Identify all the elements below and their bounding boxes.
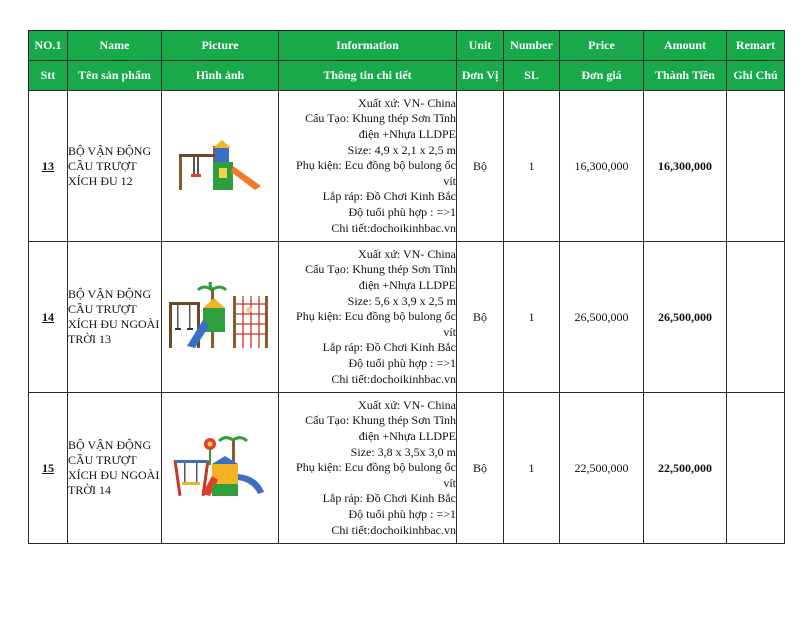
info-assembly: Lắp ráp: Đồ Chơi Kinh Bắc (322, 491, 456, 506)
row-price: 26,500,000 (560, 242, 644, 393)
row-stt: 13 (29, 91, 68, 242)
info-age: Độ tuổi phù hợp : =>1 (348, 204, 456, 219)
row-amount: 26,500,000 (644, 242, 727, 393)
row-stt: 14 (29, 242, 68, 393)
playground-image (162, 91, 279, 242)
info-accessories: Phụ kiện: Ecu đồng bộ bulong ốc (296, 309, 456, 324)
row-product-name: BỘ VẬN ĐỘNG CẦU TRƯỢT XÍCH ĐU NGOÀI TRỜI 14 (68, 393, 162, 544)
row-qty: 1 (504, 91, 560, 242)
info-structure: Cấu Tạo: Khung thép Sơn Tĩnh (305, 111, 456, 126)
row-price: 16,300,000 (560, 91, 644, 242)
info-age: Độ tuổi phù hợp : =>1 (348, 506, 456, 521)
header-don-vi: Đơn Vị (457, 61, 504, 91)
header-row-english (29, 31, 785, 61)
header-name: Name (68, 31, 162, 61)
info-accessories-cont: vít (443, 324, 456, 339)
header-ghi-chu: Ghi Chú (727, 61, 785, 91)
playground-set-image-icon (172, 434, 268, 502)
header-sl: SL (504, 61, 560, 91)
playground-set-image-icon (167, 282, 273, 352)
playground-set-image-icon (175, 136, 265, 196)
header-thong-tin: Thông tin chi tiết (279, 61, 457, 91)
row-note (727, 242, 785, 393)
table-row (29, 242, 785, 393)
product-price-table (28, 30, 785, 544)
header-amount: Amount (644, 31, 727, 61)
row-note (727, 91, 785, 242)
info-origin: Xuất xứ: VN- China (358, 246, 456, 261)
header-picture: Picture (162, 31, 279, 61)
info-structure: Cấu Tạo: Khung thép Sơn Tĩnh (305, 413, 456, 428)
header-information: Information (279, 31, 457, 61)
info-origin: Xuất xứ: VN- China (358, 397, 456, 412)
header-thanh-tien: Thành Tiền (644, 61, 727, 91)
info-structure-cont: điện +Nhựa LLDPE (358, 278, 456, 293)
info-structure-cont: điện +Nhựa LLDPE (358, 429, 456, 444)
info-age: Độ tuổi phù hợp : =>1 (348, 355, 456, 370)
info-origin: Xuất xứ: VN- China (358, 95, 456, 110)
info-accessories-cont: vít (443, 475, 456, 490)
row-unit: Bộ (457, 393, 504, 544)
header-unit: Unit (457, 31, 504, 61)
row-price: 22,500,000 (560, 393, 644, 544)
info-assembly: Lắp ráp: Đồ Chơi Kinh Bắc (322, 189, 456, 204)
info-assembly: Lắp ráp: Đồ Chơi Kinh Bắc (322, 340, 456, 355)
row-information (279, 91, 457, 242)
header-stt: Stt (29, 61, 68, 91)
info-size: Size: 3,8 x 3,5x 3,0 m (350, 444, 456, 459)
playground-image (162, 242, 279, 393)
row-qty: 1 (504, 393, 560, 544)
info-structure: Cấu Tạo: Khung thép Sơn Tĩnh (305, 262, 456, 277)
header-remark: Remart (727, 31, 785, 61)
table-row (29, 91, 785, 242)
row-information (279, 393, 457, 544)
info-accessories: Phụ kiện: Ecu đồng bộ bulong ốc (296, 158, 456, 173)
row-stt: 15 (29, 393, 68, 544)
info-detail-link: Chi tiết:dochoikinhbac.vn (331, 371, 456, 386)
row-amount: 16,300,000 (644, 91, 727, 242)
row-unit: Bộ (457, 91, 504, 242)
row-product-name: BỘ VẬN ĐỘNG CẦU TRƯỢT XÍCH ĐU 12 (68, 91, 162, 242)
playground-image (162, 393, 279, 544)
info-structure-cont: điện +Nhựa LLDPE (358, 127, 456, 142)
header-row-vietnamese (29, 61, 785, 91)
row-product-name: BỘ VẬN ĐỘNG CẦU TRƯỢT XÍCH ĐU NGOÀI TRỜI 13 (68, 242, 162, 393)
row-note (727, 393, 785, 544)
info-accessories: Phụ kiện: Ecu đồng bộ bulong ốc (296, 460, 456, 475)
row-unit: Bộ (457, 242, 504, 393)
info-accessories-cont: vít (443, 173, 456, 188)
info-size: Size: 5,6 x 3,9 x 2,5 m (347, 293, 456, 308)
header-number: Number (504, 31, 560, 61)
info-size: Size: 4,9 x 2,1 x 2,5 m (347, 142, 456, 157)
header-don-gia: Đơn giá (560, 61, 644, 91)
header-no: NO.1 (29, 31, 68, 61)
table-row (29, 393, 785, 544)
row-qty: 1 (504, 242, 560, 393)
header-hinh-anh: Hình ảnh (162, 61, 279, 91)
info-detail-link: Chi tiết:dochoikinhbac.vn (331, 522, 456, 537)
header-ten-san-pham: Tên sản phẩm (68, 61, 162, 91)
row-information (279, 242, 457, 393)
info-detail-link: Chi tiết:dochoikinhbac.vn (331, 220, 456, 235)
row-amount: 22,500,000 (644, 393, 727, 544)
header-price: Price (560, 31, 644, 61)
